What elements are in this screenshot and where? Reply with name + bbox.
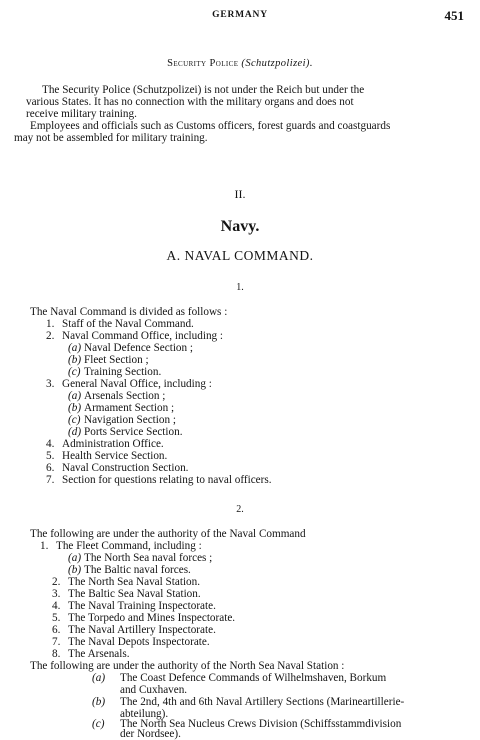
section-1-marker: 1. bbox=[236, 282, 244, 293]
list-item: (b) The 2nd, 4th and 6th Naval Artillery Sections (Marineartillerie- bbox=[92, 696, 405, 708]
part-roman-numeral: II. bbox=[234, 187, 246, 201]
list-item: 8. The Arsenals. bbox=[52, 648, 130, 660]
list-item: (d) Ports Service Section. bbox=[68, 426, 183, 438]
list-item: (b) Armament Section ; bbox=[68, 402, 175, 414]
list-item: 6. Naval Construction Section. bbox=[46, 462, 189, 474]
list-item: (c) Training Section. bbox=[68, 366, 162, 378]
security-paragraph-2-line-1: Employees and officials such as Customs officers, forest guards and coastguards bbox=[30, 120, 391, 132]
list-item: 3. General Naval Office, including : bbox=[46, 378, 212, 390]
list-item: 3. The Baltic Sea Naval Station. bbox=[52, 588, 201, 600]
security-police-heading: Security Police (Schutzpolizei). bbox=[167, 58, 313, 69]
subsection-title: A. NAVAL COMMAND. bbox=[166, 248, 314, 263]
list-item-continuation: abteilung). bbox=[120, 708, 169, 720]
page-header bbox=[0, 10, 480, 24]
list-item: 5. The Torpedo and Mines Inspectorate. bbox=[52, 612, 236, 624]
list-item: 1. The Fleet Command, including : bbox=[40, 540, 202, 552]
section-2-intro: The following are under the authority of the Naval Command bbox=[30, 528, 306, 540]
security-paragraph-1-line-3: receive military training. bbox=[26, 108, 137, 120]
list-item-continuation: der Nordsee). bbox=[120, 728, 181, 740]
security-paragraph-2-line-2: may not be assembled for military training. bbox=[14, 132, 208, 144]
list-item: (a) Naval Defence Section ; bbox=[68, 342, 194, 354]
section-2-marker: 2. bbox=[236, 504, 244, 515]
list-item: 5. Health Service Section. bbox=[46, 450, 168, 462]
list-item-continuation: and Cuxhaven. bbox=[120, 684, 188, 696]
list-item: (c) Navigation Section ; bbox=[68, 414, 176, 426]
list-item: 7. The Naval Depots Inspectorate. bbox=[52, 636, 210, 648]
part-title: Navy. bbox=[220, 218, 260, 235]
section-1-intro: The Naval Command is divided as follows : bbox=[30, 306, 228, 318]
list-item: (b) The Baltic naval forces. bbox=[68, 564, 191, 576]
security-paragraph-1-line-1: The Security Police (Schutzpolizei) is not under the Reich but under the bbox=[42, 84, 365, 96]
list-item: (a) The Coast Defence Commands of Wilhelmshaven, Borkum bbox=[92, 672, 387, 684]
list-item: 2. The North Sea Naval Station. bbox=[52, 576, 201, 588]
page-number: 451 bbox=[444, 8, 464, 23]
running-title: GERMANY bbox=[212, 10, 268, 20]
north-sea-station-intro: The following are under the authority of the North Sea Naval Station : bbox=[30, 660, 345, 672]
list-item: 7. Section for questions relating to naval officers. bbox=[46, 474, 272, 486]
list-item: (a) Arsenals Section ; bbox=[68, 390, 166, 402]
list-item: 6. The Naval Artillery Inspectorate. bbox=[52, 624, 216, 636]
security-paragraph-1-line-2: various States. It has no connection with the military organs and does not bbox=[26, 96, 354, 108]
list-item: 2. Naval Command Office, including : bbox=[46, 330, 224, 342]
list-item: 4. Administration Office. bbox=[46, 438, 164, 450]
list-item: (a) The North Sea naval forces ; bbox=[68, 552, 213, 564]
list-item: (b) Fleet Section ; bbox=[68, 354, 149, 366]
list-item: 4. The Naval Training Inspectorate. bbox=[52, 600, 216, 612]
list-item: 1. Staff of the Naval Command. bbox=[46, 318, 194, 330]
list-item: (c) The North Sea Nucleus Crews Division (Schiffsstammdivision bbox=[92, 718, 402, 730]
